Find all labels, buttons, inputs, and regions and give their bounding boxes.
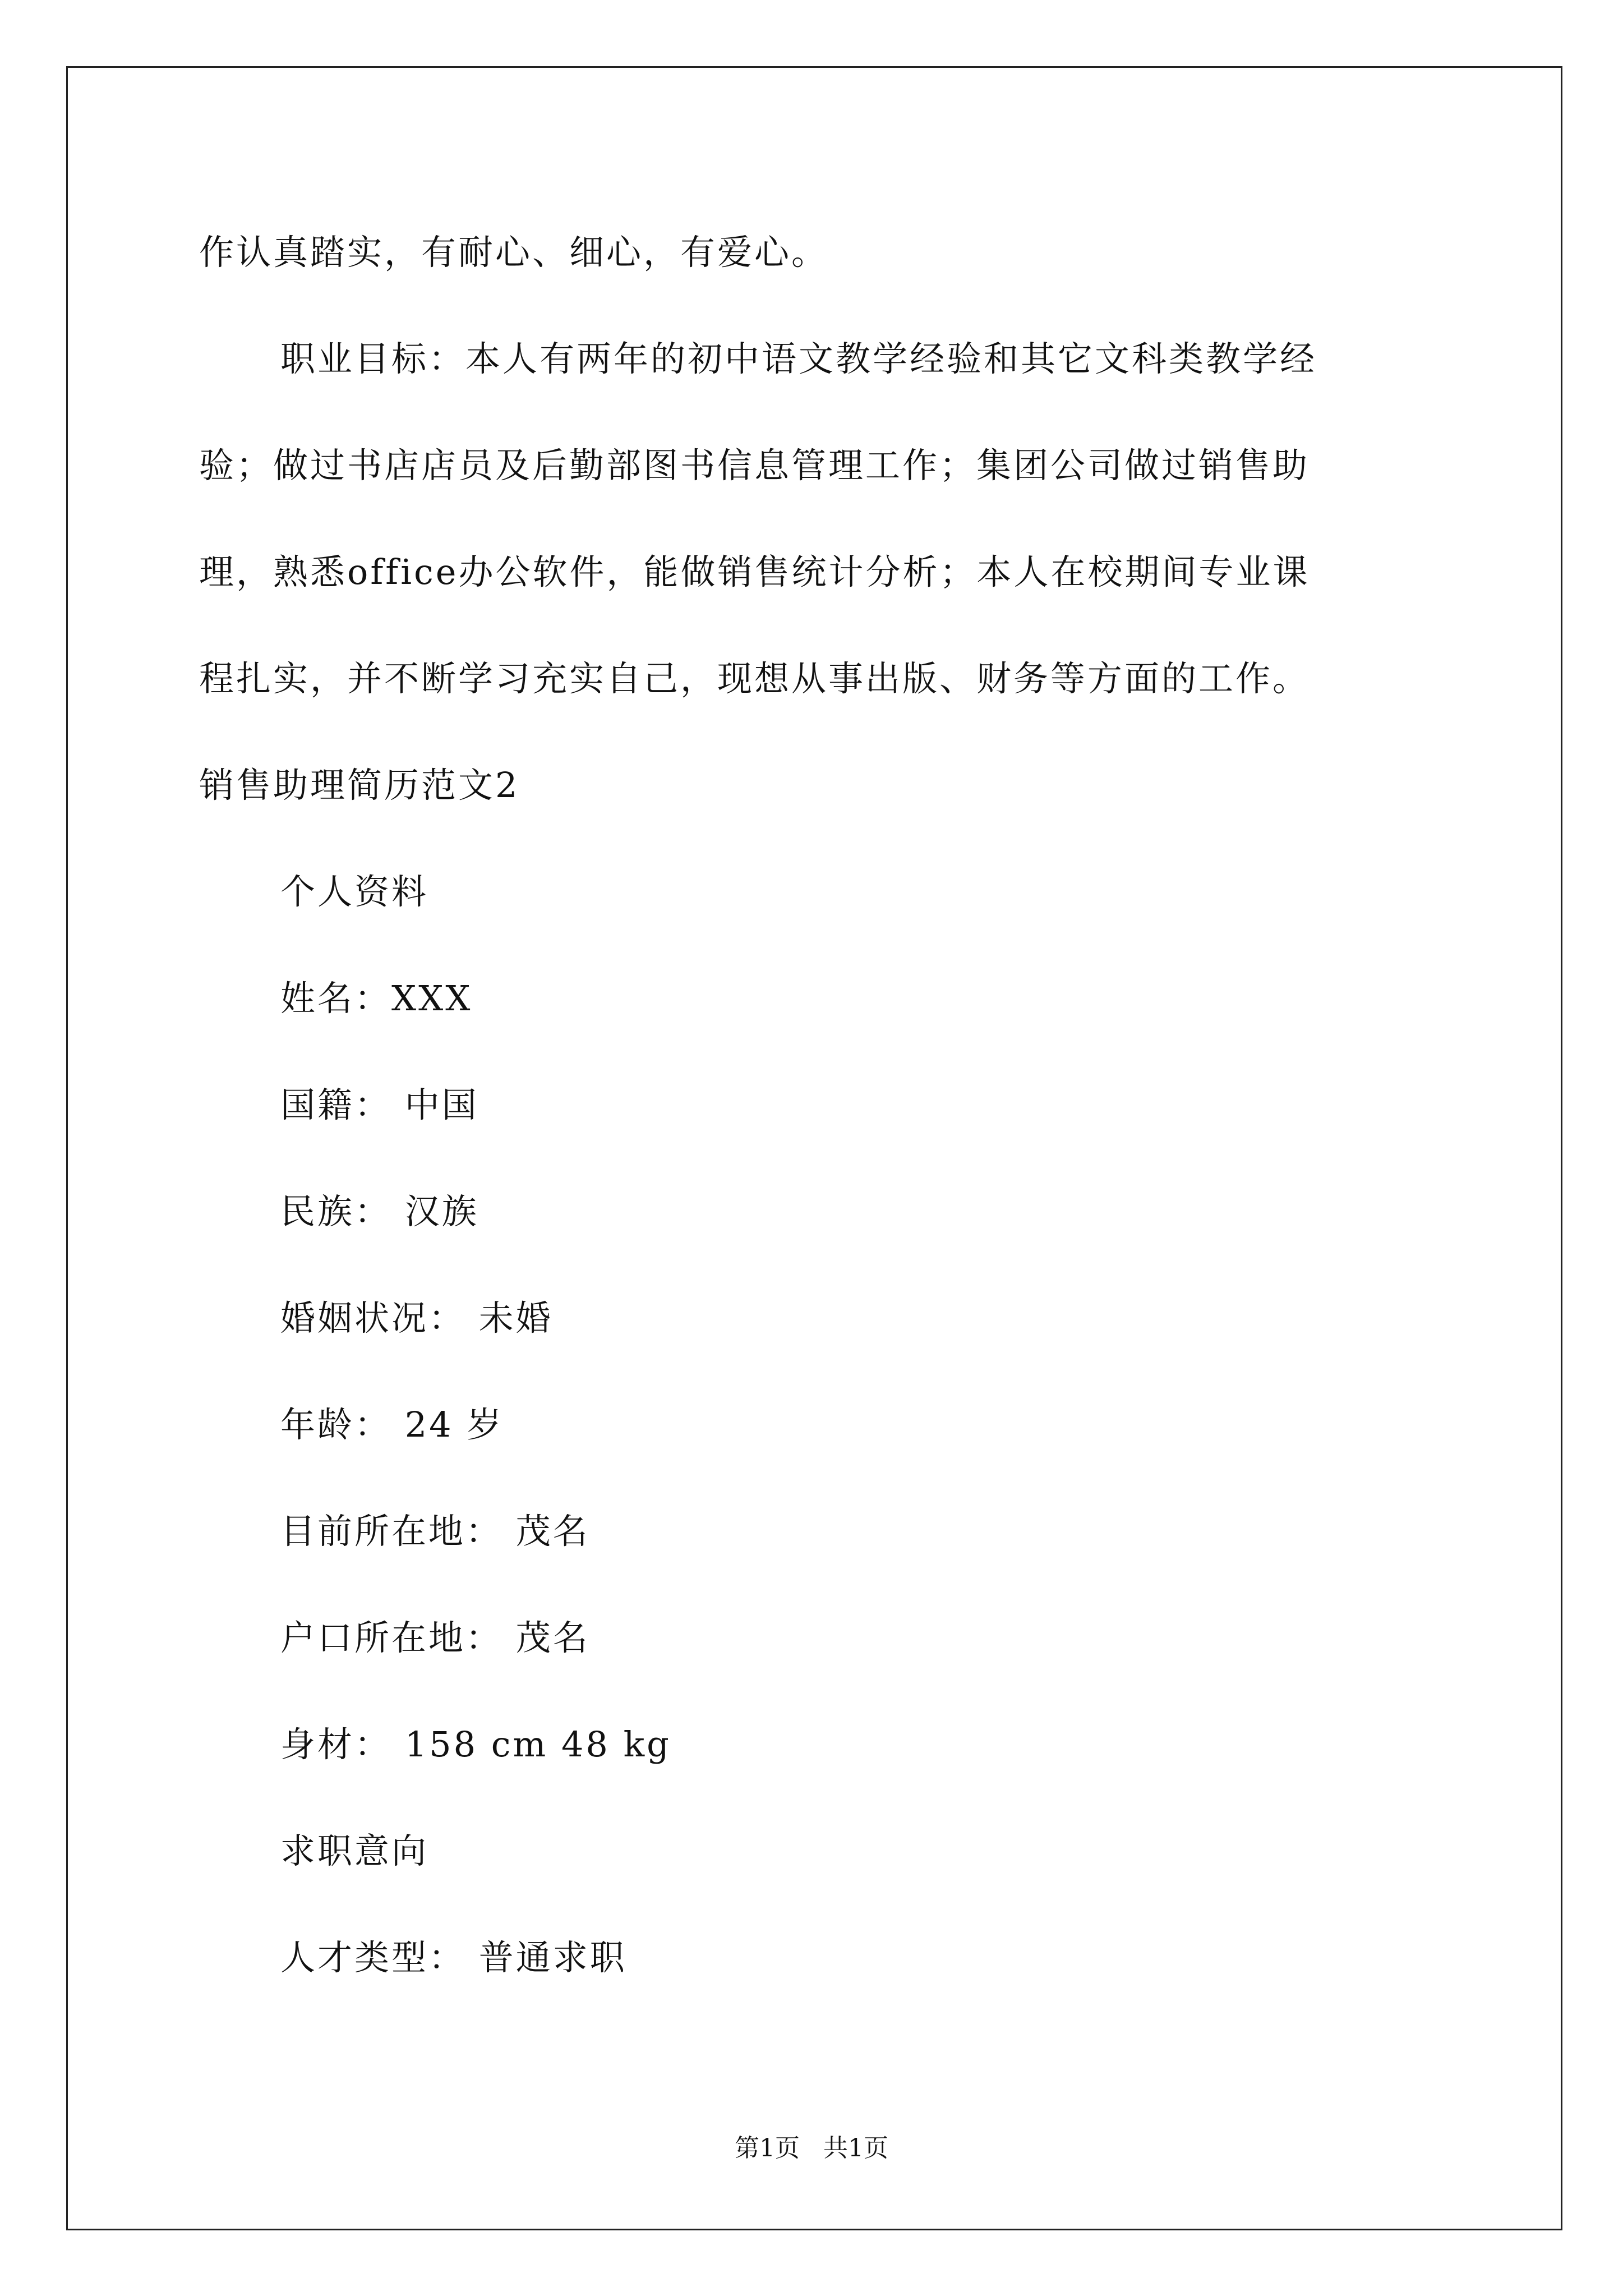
- field-hukou-location: 户口所在地： 茂名: [280, 1617, 590, 1658]
- page-border: [66, 66, 1562, 2230]
- subsection-personal-info: 个人资料: [280, 871, 429, 912]
- field-marital-status: 婚姻状况： 未婚: [280, 1297, 553, 1338]
- paragraph-2-line-1: 职业目标：本人有两年的初中语文教学经验和其它文科类教学经: [280, 338, 1317, 379]
- paragraph-2-line-3: 理，熟悉office办公软件，能做销售统计分析；本人在校期间专业课: [199, 551, 1310, 592]
- section-title: 销售助理简历范文2: [199, 765, 520, 806]
- subsection-job-intent: 求职意向: [280, 1830, 429, 1871]
- paragraph-2-line-2: 验；做过书店店员及后勤部图书信息管理工作；集团公司做过销售助: [199, 445, 1310, 486]
- page-footer: 第1页 共1页: [735, 2134, 888, 2162]
- field-ethnicity: 民族： 汉族: [280, 1191, 479, 1232]
- field-name: 姓名：XXX: [280, 978, 473, 1019]
- field-age: 年龄： 24 岁: [280, 1404, 504, 1445]
- field-current-location: 目前所在地： 茂名: [280, 1511, 590, 1552]
- paragraph-1-line-1: 作认真踏实，有耐心、细心，有爱心。: [199, 232, 829, 273]
- field-talent-type: 人才类型： 普通求职: [280, 1937, 627, 1978]
- paragraph-2-line-4: 程扎实，并不断学习充实自己，现想从事出版、财务等方面的工作。: [199, 658, 1310, 699]
- field-body: 身材： 158 cm 48 kg: [280, 1724, 671, 1765]
- field-nationality: 国籍： 中国: [280, 1084, 479, 1125]
